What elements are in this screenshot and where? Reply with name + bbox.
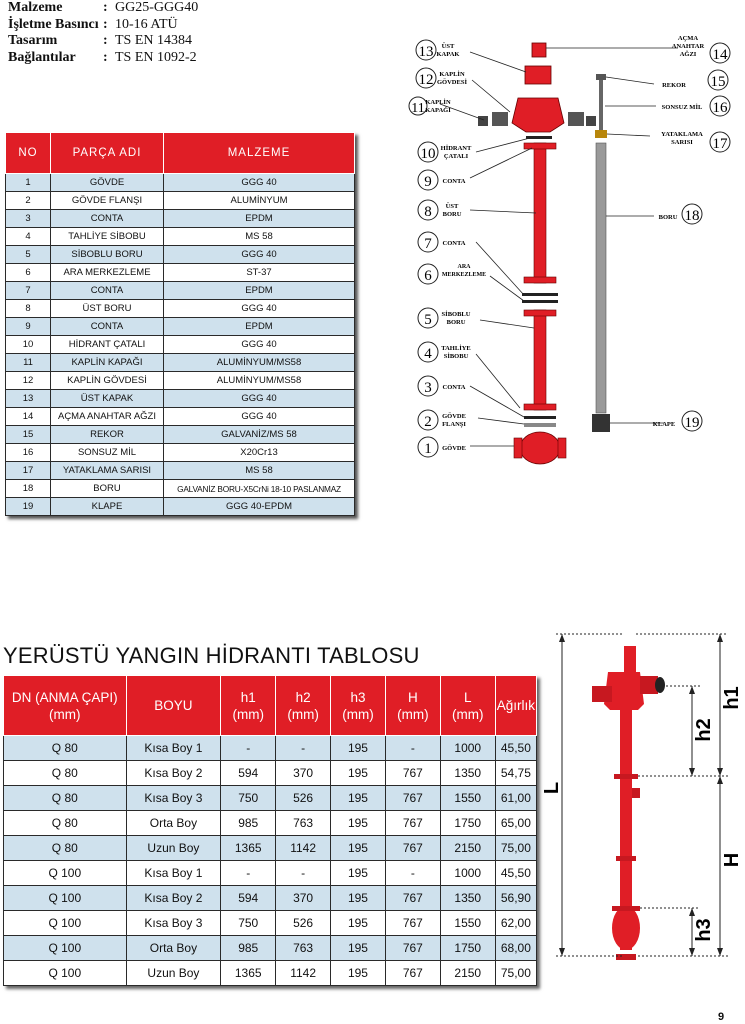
dims-row xyxy=(4,836,537,861)
part-material: ALUMİNYUM/MS58 xyxy=(164,372,355,390)
part-no: 19 xyxy=(6,498,51,516)
part-material: ALUMİNYUM/MS58 xyxy=(164,354,355,372)
svg-text:SİBOBU: SİBOBU xyxy=(443,353,469,360)
part-no: 16 xyxy=(6,444,51,462)
dims-cell: Kısa Boy 2 xyxy=(126,761,221,786)
header-line-2: (mm) xyxy=(397,706,429,722)
dims-cell: 195 xyxy=(331,961,386,986)
spec-value: TS EN 14384 xyxy=(115,33,192,48)
dim-label-L: L xyxy=(541,781,563,795)
svg-text:11: 11 xyxy=(411,101,425,116)
dims-cell: 75,00 xyxy=(495,836,536,861)
svg-text:YATAKLAMA: YATAKLAMA xyxy=(661,131,703,138)
part-no: 15 xyxy=(6,426,51,444)
part-no: 7 xyxy=(6,282,51,300)
dims-cell: Q 80 xyxy=(4,836,127,861)
dims-cell: Q 100 xyxy=(4,936,127,961)
parts-row xyxy=(6,246,355,264)
dim-label-h2: h2 xyxy=(693,718,715,742)
dims-cell: 767 xyxy=(385,961,440,986)
svg-text:KAPAK: KAPAK xyxy=(436,51,460,58)
part-material: EPDM xyxy=(164,318,355,336)
header-line-1: BOYU xyxy=(154,698,193,713)
dims-cell: - xyxy=(385,861,440,886)
part-no: 10 xyxy=(6,336,51,354)
dims-cell: 767 xyxy=(385,836,440,861)
part-material: GGG 40 xyxy=(164,390,355,408)
svg-text:CONTA: CONTA xyxy=(442,240,466,247)
dims-cell: - xyxy=(276,736,331,761)
part-material: ST-37 xyxy=(164,264,355,282)
dims-cell: Uzun Boy xyxy=(126,836,221,861)
dims-row xyxy=(4,761,537,786)
dims-cell: Orta Boy xyxy=(126,811,221,836)
parts-row xyxy=(6,300,355,318)
svg-text:TAHLİYE: TAHLİYE xyxy=(441,345,471,352)
spec-value: GG25-GGG40 xyxy=(115,0,199,15)
part-name: SİBOBLU BORU xyxy=(51,246,164,264)
dims-cell: 195 xyxy=(331,911,386,936)
spec-colon: : xyxy=(103,16,108,32)
dims-cell: Q 100 xyxy=(4,861,127,886)
part-name: AÇMA ANAHTAR AĞZI xyxy=(51,408,164,426)
header-line-2: (mm) xyxy=(452,706,484,722)
part-material: X20Cr13 xyxy=(164,444,355,462)
part-no: 1 xyxy=(6,174,51,192)
dims-cell: 195 xyxy=(331,761,386,786)
part-material: GGG 40 xyxy=(164,246,355,264)
part-no: 12 xyxy=(6,372,51,390)
dims-cell: 56,90 xyxy=(495,886,536,911)
part-name: GÖVDE FLANŞI xyxy=(51,192,164,210)
part-no: 4 xyxy=(6,228,51,246)
part-name: CONTA xyxy=(51,282,164,300)
header-line-2: (mm) xyxy=(287,706,319,722)
dims-row xyxy=(4,736,537,761)
spec-key: Bağlantılar xyxy=(8,49,76,65)
header-line-2: (mm) xyxy=(342,706,374,722)
header-line-1: Ağırlık xyxy=(496,698,535,713)
parts-row xyxy=(6,282,355,300)
dims-cell: 45,50 xyxy=(495,736,536,761)
dims-body xyxy=(4,736,537,986)
dims-cell: 68,00 xyxy=(495,936,536,961)
svg-text:GÖVDE: GÖVDE xyxy=(442,413,466,420)
spec-row-design xyxy=(8,33,198,50)
header-line-1: h2 xyxy=(295,689,311,705)
svg-text:18: 18 xyxy=(684,208,700,224)
part-no: 6 xyxy=(6,264,51,282)
svg-text:10: 10 xyxy=(420,146,436,162)
part-name: KAPLİN KAPAĞI xyxy=(51,354,164,372)
dimension-table-title: YERÜSTÜ YANGIN HİDRANTI TABLOSU xyxy=(3,643,420,668)
dims-cell: 1350 xyxy=(440,886,495,911)
parts-row xyxy=(6,354,355,372)
dims-cell: 195 xyxy=(331,886,386,911)
header-no: NO xyxy=(6,133,51,174)
svg-text:SİBOBLU: SİBOBLU xyxy=(441,311,471,318)
dims-cell: Kısa Boy 1 xyxy=(126,736,221,761)
dims-header-cell xyxy=(440,676,495,736)
parts-row xyxy=(6,444,355,462)
dims-cell: 370 xyxy=(276,761,331,786)
dims-row xyxy=(4,961,537,986)
dims-cell: Kısa Boy 1 xyxy=(126,861,221,886)
dims-header-cell xyxy=(276,676,331,736)
part-name: YATAKLAMA SARISI xyxy=(51,462,164,480)
dims-row xyxy=(4,936,537,961)
dims-cell: 526 xyxy=(276,911,331,936)
svg-text:16: 16 xyxy=(712,100,728,116)
part-name: GÖVDE xyxy=(51,174,164,192)
part-material: GGG 40 xyxy=(164,300,355,318)
spec-value: 10-16 ATÜ xyxy=(115,16,178,32)
dims-header-cell xyxy=(331,676,386,736)
svg-text:2: 2 xyxy=(424,414,432,430)
svg-text:GÖVDESİ: GÖVDESİ xyxy=(437,79,467,86)
dimension-drawing xyxy=(540,628,743,973)
parts-row xyxy=(6,228,355,246)
dims-cell: 1365 xyxy=(221,836,276,861)
dims-cell: Q 80 xyxy=(4,736,127,761)
dims-cell: 54,75 xyxy=(495,761,536,786)
dims-cell: 526 xyxy=(276,786,331,811)
part-material: GGG 40 xyxy=(164,174,355,192)
svg-text:MERKEZLEME: MERKEZLEME xyxy=(441,272,487,278)
spec-colon: : xyxy=(103,0,108,15)
dims-header-cell xyxy=(495,676,536,736)
dims-cell: 985 xyxy=(221,936,276,961)
spec-row-material xyxy=(8,0,198,17)
svg-text:1: 1 xyxy=(424,441,432,457)
svg-text:CONTA: CONTA xyxy=(442,384,466,391)
dims-row xyxy=(4,886,537,911)
dims-cell: Q 80 xyxy=(4,761,127,786)
part-name: CONTA xyxy=(51,210,164,228)
dims-cell: 1365 xyxy=(221,961,276,986)
hydrant-silhouette xyxy=(592,646,665,960)
header-line-1: DN (ANMA ÇAPI) xyxy=(11,689,118,705)
svg-text:15: 15 xyxy=(710,74,726,90)
part-no: 17 xyxy=(6,462,51,480)
dims-row xyxy=(4,811,537,836)
parts-row xyxy=(6,462,355,480)
spec-row-pressure xyxy=(8,17,198,34)
header-line-1: h1 xyxy=(240,689,256,705)
parts-row xyxy=(6,390,355,408)
dims-cell: 61,00 xyxy=(495,786,536,811)
svg-text:ANAHTAR: ANAHTAR xyxy=(671,43,705,50)
dims-cell: 1750 xyxy=(440,811,495,836)
svg-text:3: 3 xyxy=(424,380,432,396)
dims-cell: 594 xyxy=(221,886,276,911)
dims-header-row xyxy=(4,676,537,736)
dims-cell: 767 xyxy=(385,936,440,961)
part-no: 5 xyxy=(6,246,51,264)
dims-cell: 750 xyxy=(221,911,276,936)
dims-cell: 195 xyxy=(331,786,386,811)
dims-header-cell xyxy=(126,676,221,736)
part-no: 9 xyxy=(6,318,51,336)
svg-text:AĞZI: AĞZI xyxy=(679,51,697,58)
dims-cell: Kısa Boy 3 xyxy=(126,911,221,936)
dims-row xyxy=(4,861,537,886)
parts-row xyxy=(6,336,355,354)
dims-cell: Orta Boy xyxy=(126,936,221,961)
dims-cell: 195 xyxy=(331,861,386,886)
dims-header-cell xyxy=(385,676,440,736)
svg-text:9: 9 xyxy=(424,174,432,190)
dim-label-h3: h3 xyxy=(693,918,715,942)
dims-cell: - xyxy=(385,736,440,761)
dims-cell: - xyxy=(221,861,276,886)
dims-cell: Kısa Boy 3 xyxy=(126,786,221,811)
part-name: HİDRANT ÇATALI xyxy=(51,336,164,354)
dims-cell: Uzun Boy xyxy=(126,961,221,986)
part-name: REKOR xyxy=(51,426,164,444)
part-name: SONSUZ MİL xyxy=(51,444,164,462)
svg-text:KLAPE: KLAPE xyxy=(652,421,676,428)
page-number: 9 xyxy=(718,1011,725,1023)
dims-cell: 65,00 xyxy=(495,811,536,836)
header-line-1: L xyxy=(464,689,472,705)
dims-cell: 763 xyxy=(276,811,331,836)
dim-label-H: H xyxy=(721,852,743,868)
parts-row xyxy=(6,264,355,282)
dims-cell: 767 xyxy=(385,761,440,786)
svg-text:BORU: BORU xyxy=(442,211,462,218)
header-line-2: (mm) xyxy=(232,706,264,722)
part-name: ÜST KAPAK xyxy=(51,390,164,408)
parts-row xyxy=(6,480,355,498)
svg-text:BORU: BORU xyxy=(658,214,678,221)
svg-text:14: 14 xyxy=(712,47,728,63)
dims-cell: 767 xyxy=(385,786,440,811)
dims-cell: 195 xyxy=(331,936,386,961)
part-no: 11 xyxy=(6,354,51,372)
parts-row xyxy=(6,318,355,336)
dims-cell: 594 xyxy=(221,761,276,786)
parts-row xyxy=(6,426,355,444)
part-no: 3 xyxy=(6,210,51,228)
parts-header-row xyxy=(6,133,355,174)
svg-text:4: 4 xyxy=(424,346,432,362)
spec-row-connections xyxy=(8,50,198,67)
header-line-2: (mm) xyxy=(49,706,81,722)
dims-cell: 763 xyxy=(276,936,331,961)
svg-text:AÇMA: AÇMA xyxy=(677,35,699,42)
dims-cell: 75,00 xyxy=(495,961,536,986)
svg-text:6: 6 xyxy=(424,268,432,284)
svg-text:7: 7 xyxy=(424,236,432,252)
dims-header-cell xyxy=(221,676,276,736)
svg-text:ÜST: ÜST xyxy=(441,43,455,50)
dims-cell: 1000 xyxy=(440,736,495,761)
dims-cell: 2150 xyxy=(440,836,495,861)
svg-text:19: 19 xyxy=(684,415,700,431)
dims-cell: Q 100 xyxy=(4,911,127,936)
dims-row xyxy=(4,911,537,936)
callout-number: 13 xyxy=(418,44,434,60)
svg-text:REKOR: REKOR xyxy=(662,82,686,89)
spec-colon: : xyxy=(103,33,108,48)
svg-text:FLANŞI: FLANŞI xyxy=(442,421,466,428)
parts-row xyxy=(6,372,355,390)
dims-cell: 750 xyxy=(221,786,276,811)
svg-text:KAPAĞI: KAPAĞI xyxy=(425,107,451,114)
dims-cell: 370 xyxy=(276,886,331,911)
dims-cell: Q 100 xyxy=(4,886,127,911)
spec-key: Malzeme xyxy=(8,0,63,15)
parts-row xyxy=(6,174,355,192)
part-no: 8 xyxy=(6,300,51,318)
part-name: ARA MERKEZLEME xyxy=(51,264,164,282)
dims-cell: Q 80 xyxy=(4,786,127,811)
part-material: GALVANİZ/MS 58 xyxy=(164,426,355,444)
dims-cell: 2150 xyxy=(440,961,495,986)
part-material: GGG 40 xyxy=(164,408,355,426)
part-name: KAPLİN GÖVDESİ xyxy=(51,372,164,390)
part-material: GALVANİZ BORU-X5CrNi 18-10 PASLANMAZ xyxy=(164,480,355,498)
spec-colon: : xyxy=(103,49,108,65)
dims-cell: - xyxy=(221,736,276,761)
dim-label-h1: h1 xyxy=(721,686,743,710)
svg-text:12: 12 xyxy=(418,72,434,88)
dims-cell: 1550 xyxy=(440,786,495,811)
svg-text:8: 8 xyxy=(424,204,432,220)
dims-cell: - xyxy=(276,861,331,886)
svg-text:SONSUZ MİL: SONSUZ MİL xyxy=(661,104,703,111)
parts-row xyxy=(6,498,355,516)
header-line-1: h3 xyxy=(350,689,366,705)
dims-cell: 45,50 xyxy=(495,861,536,886)
parts-row xyxy=(6,192,355,210)
svg-text:17: 17 xyxy=(712,136,728,152)
part-no: 2 xyxy=(6,192,51,210)
dims-cell: 195 xyxy=(331,811,386,836)
dims-cell: 767 xyxy=(385,886,440,911)
svg-text:KAPLİN: KAPLİN xyxy=(439,71,465,78)
dims-cell: 767 xyxy=(385,811,440,836)
part-name: CONTA xyxy=(51,318,164,336)
parts-table xyxy=(5,132,355,516)
dims-cell: 767 xyxy=(385,911,440,936)
part-material: MS 58 xyxy=(164,462,355,480)
dims-cell: 195 xyxy=(331,836,386,861)
dims-cell: 1750 xyxy=(440,936,495,961)
dims-cell: Q 80 xyxy=(4,811,127,836)
svg-text:ÇATALI: ÇATALI xyxy=(443,153,469,160)
dims-cell: Kısa Boy 2 xyxy=(126,886,221,911)
svg-text:SARISI: SARISI xyxy=(671,139,693,146)
part-no: 13 xyxy=(6,390,51,408)
dims-cell: 1142 xyxy=(276,961,331,986)
spec-key: Tasarım xyxy=(8,33,58,48)
part-name: ÜST BORU xyxy=(51,300,164,318)
dims-cell: 985 xyxy=(221,811,276,836)
exploded-diagram xyxy=(410,28,735,468)
part-material: ALUMİNYUM xyxy=(164,192,355,210)
svg-text:CONTA: CONTA xyxy=(442,178,466,185)
parts-body xyxy=(6,174,355,516)
spec-block xyxy=(8,0,198,66)
part-material: GGG 40-EPDM xyxy=(164,498,355,516)
svg-text:KAPLİN: KAPLİN xyxy=(425,99,451,106)
spec-key: İşletme Basıncı xyxy=(8,16,99,32)
svg-text:5: 5 xyxy=(424,312,432,328)
parts-row xyxy=(6,408,355,426)
dims-cell: 1350 xyxy=(440,761,495,786)
dims-cell: 62,00 xyxy=(495,911,536,936)
svg-text:ARA: ARA xyxy=(457,264,471,270)
dims-cell: 1550 xyxy=(440,911,495,936)
svg-text:BORU: BORU xyxy=(446,319,466,326)
part-no: 14 xyxy=(6,408,51,426)
dimension-table xyxy=(3,675,537,986)
part-material: EPDM xyxy=(164,210,355,228)
svg-text:HİDRANT: HİDRANT xyxy=(440,145,472,152)
dims-cell: 195 xyxy=(331,736,386,761)
part-no: 18 xyxy=(6,480,51,498)
dims-row xyxy=(4,786,537,811)
part-material: MS 58 xyxy=(164,228,355,246)
dims-cell: Q 100 xyxy=(4,961,127,986)
svg-text:GÖVDE: GÖVDE xyxy=(442,445,466,452)
dims-header-cell xyxy=(4,676,127,736)
header-line-1: H xyxy=(407,689,418,705)
part-material: GGG 40 xyxy=(164,336,355,354)
dims-cell: 1000 xyxy=(440,861,495,886)
parts-row xyxy=(6,210,355,228)
svg-text:ÜST: ÜST xyxy=(445,203,459,210)
part-name: TAHLİYE SİBOBU xyxy=(51,228,164,246)
part-name: KLAPE xyxy=(51,498,164,516)
dims-cell: 1142 xyxy=(276,836,331,861)
header-material: MALZEME xyxy=(164,133,355,174)
header-part-name: PARÇA ADI xyxy=(51,133,164,174)
part-name: BORU xyxy=(51,480,164,498)
spec-value: TS EN 1092-2 xyxy=(115,49,197,65)
part-material: EPDM xyxy=(164,282,355,300)
